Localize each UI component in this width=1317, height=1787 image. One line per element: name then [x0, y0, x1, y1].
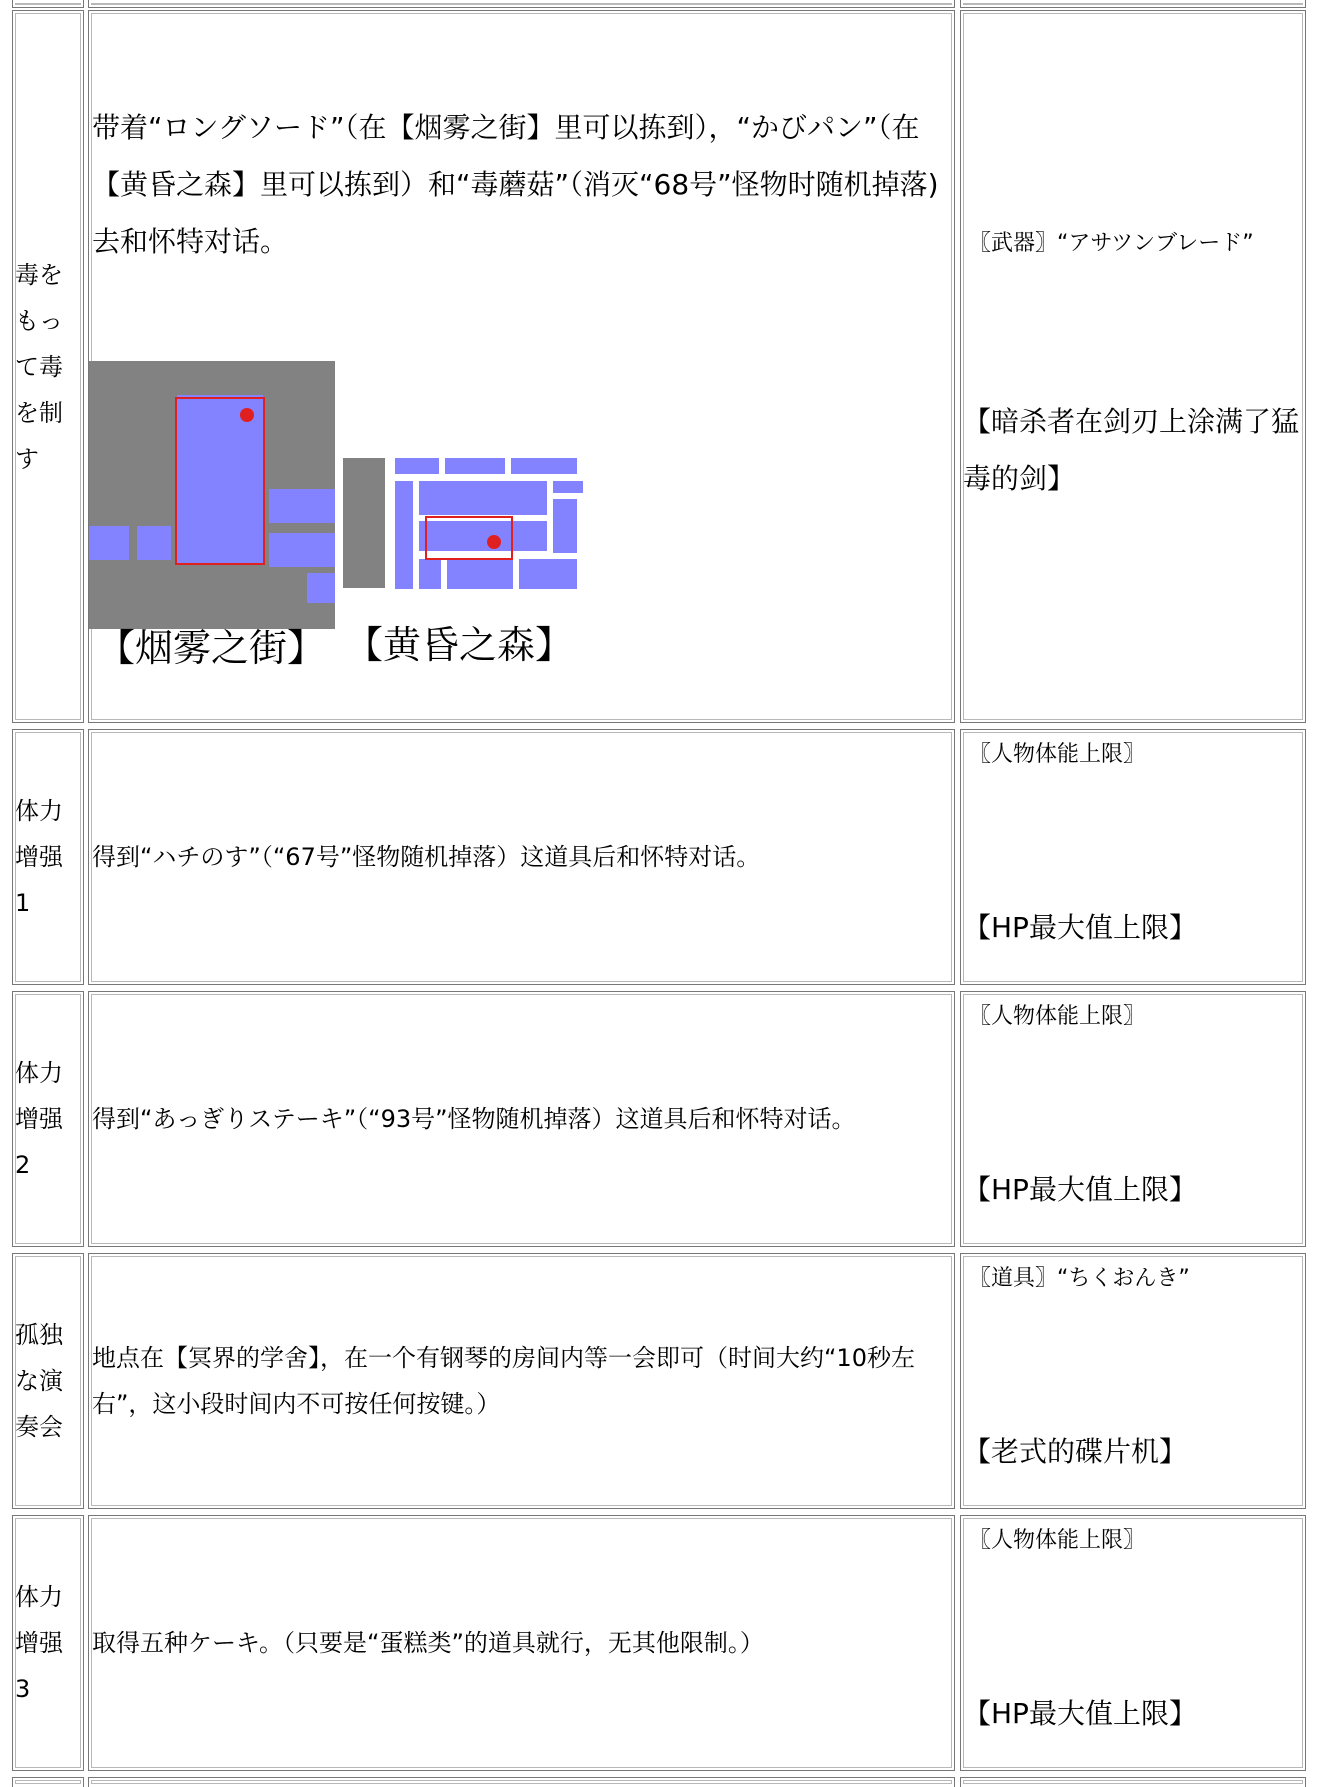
quest-name-cell [12, 729, 84, 985]
quest-name: 孤独な演奏会 [15, 1321, 63, 1441]
map-room [553, 481, 583, 493]
map-room [395, 458, 439, 474]
table-row [0, 10, 1317, 723]
target-room-highlight [175, 397, 265, 565]
next-cell-2 [88, 1777, 955, 1787]
map-room [269, 489, 335, 523]
map-room [269, 533, 335, 567]
quest-name-cell [12, 1515, 84, 1771]
reward-category: 〖武器〗“アサツンブレード” [969, 231, 1254, 256]
map-room [445, 458, 505, 474]
reward-description: 【暗杀者在剑刃上涂满了猛毒的剑】 [963, 405, 1300, 495]
quest-name: 体力增强1 [15, 797, 63, 917]
reward-category: 〖道具〗“ちくおんき” [969, 1266, 1190, 1291]
map-room [553, 499, 577, 553]
reward-description: 【老式的碟片机】 [963, 1435, 1188, 1468]
map-room [447, 559, 513, 589]
quest-name: 毒をもって毒を制す [15, 260, 63, 473]
reward-description: 【HP最大值上限】 [963, 911, 1197, 944]
prev-cell-3 [960, 0, 1306, 8]
quest-description: 得到“ハチのす”（“67号”怪物随机掉落）这道具后和怀特对话。 [92, 843, 761, 871]
reward-cell [960, 1253, 1306, 1509]
quest-name-cell [12, 1253, 84, 1509]
description-cell [88, 1253, 955, 1509]
map-label: 【黄昏之森】 [345, 623, 574, 667]
item-location-marker [240, 408, 254, 422]
table-row [0, 729, 1317, 985]
quest-description: 带着“ロングソード”（在【烟雾之街】里可以拣到），“かびパン”（在【黄昏之森】里可以拣到）和“毒蘑菇”（消灭“68号”怪物时随机掉落)去和怀特对话。 [92, 111, 939, 258]
reward-cell [960, 729, 1306, 985]
table-row [0, 991, 1317, 1247]
reward-category: 〖人物体能上限〗 [969, 1004, 1146, 1029]
quest-name: 体力增强2 [15, 1059, 63, 1179]
description-cell [88, 1515, 955, 1771]
map-label: 【烟雾之街】 [97, 626, 326, 670]
map-room [89, 526, 129, 560]
description-cell [88, 991, 955, 1247]
previous-row-edge [0, 0, 1317, 8]
quest-name-cell [12, 10, 84, 723]
map-room [519, 559, 577, 589]
map-room [137, 526, 171, 560]
next-cell-3 [960, 1777, 1306, 1787]
description-cell [88, 10, 955, 723]
map-room [395, 481, 413, 589]
map-room [419, 481, 547, 515]
next-cell-1 [12, 1777, 84, 1787]
item-location-marker [487, 535, 501, 549]
next-row-edge [0, 1777, 1317, 1787]
map-background [343, 458, 385, 588]
description-cell [88, 729, 955, 985]
map-room [307, 573, 335, 603]
prev-cell-1 [12, 0, 84, 8]
reward-cell [960, 10, 1306, 723]
quest-description: 取得五种ケーキ。（只要是“蛋糕类”的道具就行，无其他限制。） [92, 1629, 764, 1657]
table-row [0, 1515, 1317, 1771]
quest-name-cell [12, 991, 84, 1247]
reward-cell [960, 1515, 1306, 1771]
map-room [511, 458, 577, 474]
quest-description: 地点在【冥界的学舍】，在一个有钢琴的房间内等一会即可（时间大约“10秒左右”，这小段时间内不可按任何按键。） [92, 1344, 915, 1418]
reward-category: 〖人物体能上限〗 [969, 1528, 1146, 1553]
reward-cell [960, 991, 1306, 1247]
map-room [419, 559, 441, 589]
quest-name: 体力增强3 [15, 1583, 63, 1703]
table-row [0, 1253, 1317, 1509]
reward-description: 【HP最大值上限】 [963, 1173, 1197, 1206]
reward-category: 〖人物体能上限〗 [969, 742, 1146, 767]
quest-description: 得到“あっぎりステーキ”（“93号”怪物随机掉落）这道具后和怀特对话。 [92, 1105, 856, 1133]
prev-cell-2 [88, 0, 955, 8]
reward-description: 【HP最大值上限】 [963, 1697, 1197, 1730]
